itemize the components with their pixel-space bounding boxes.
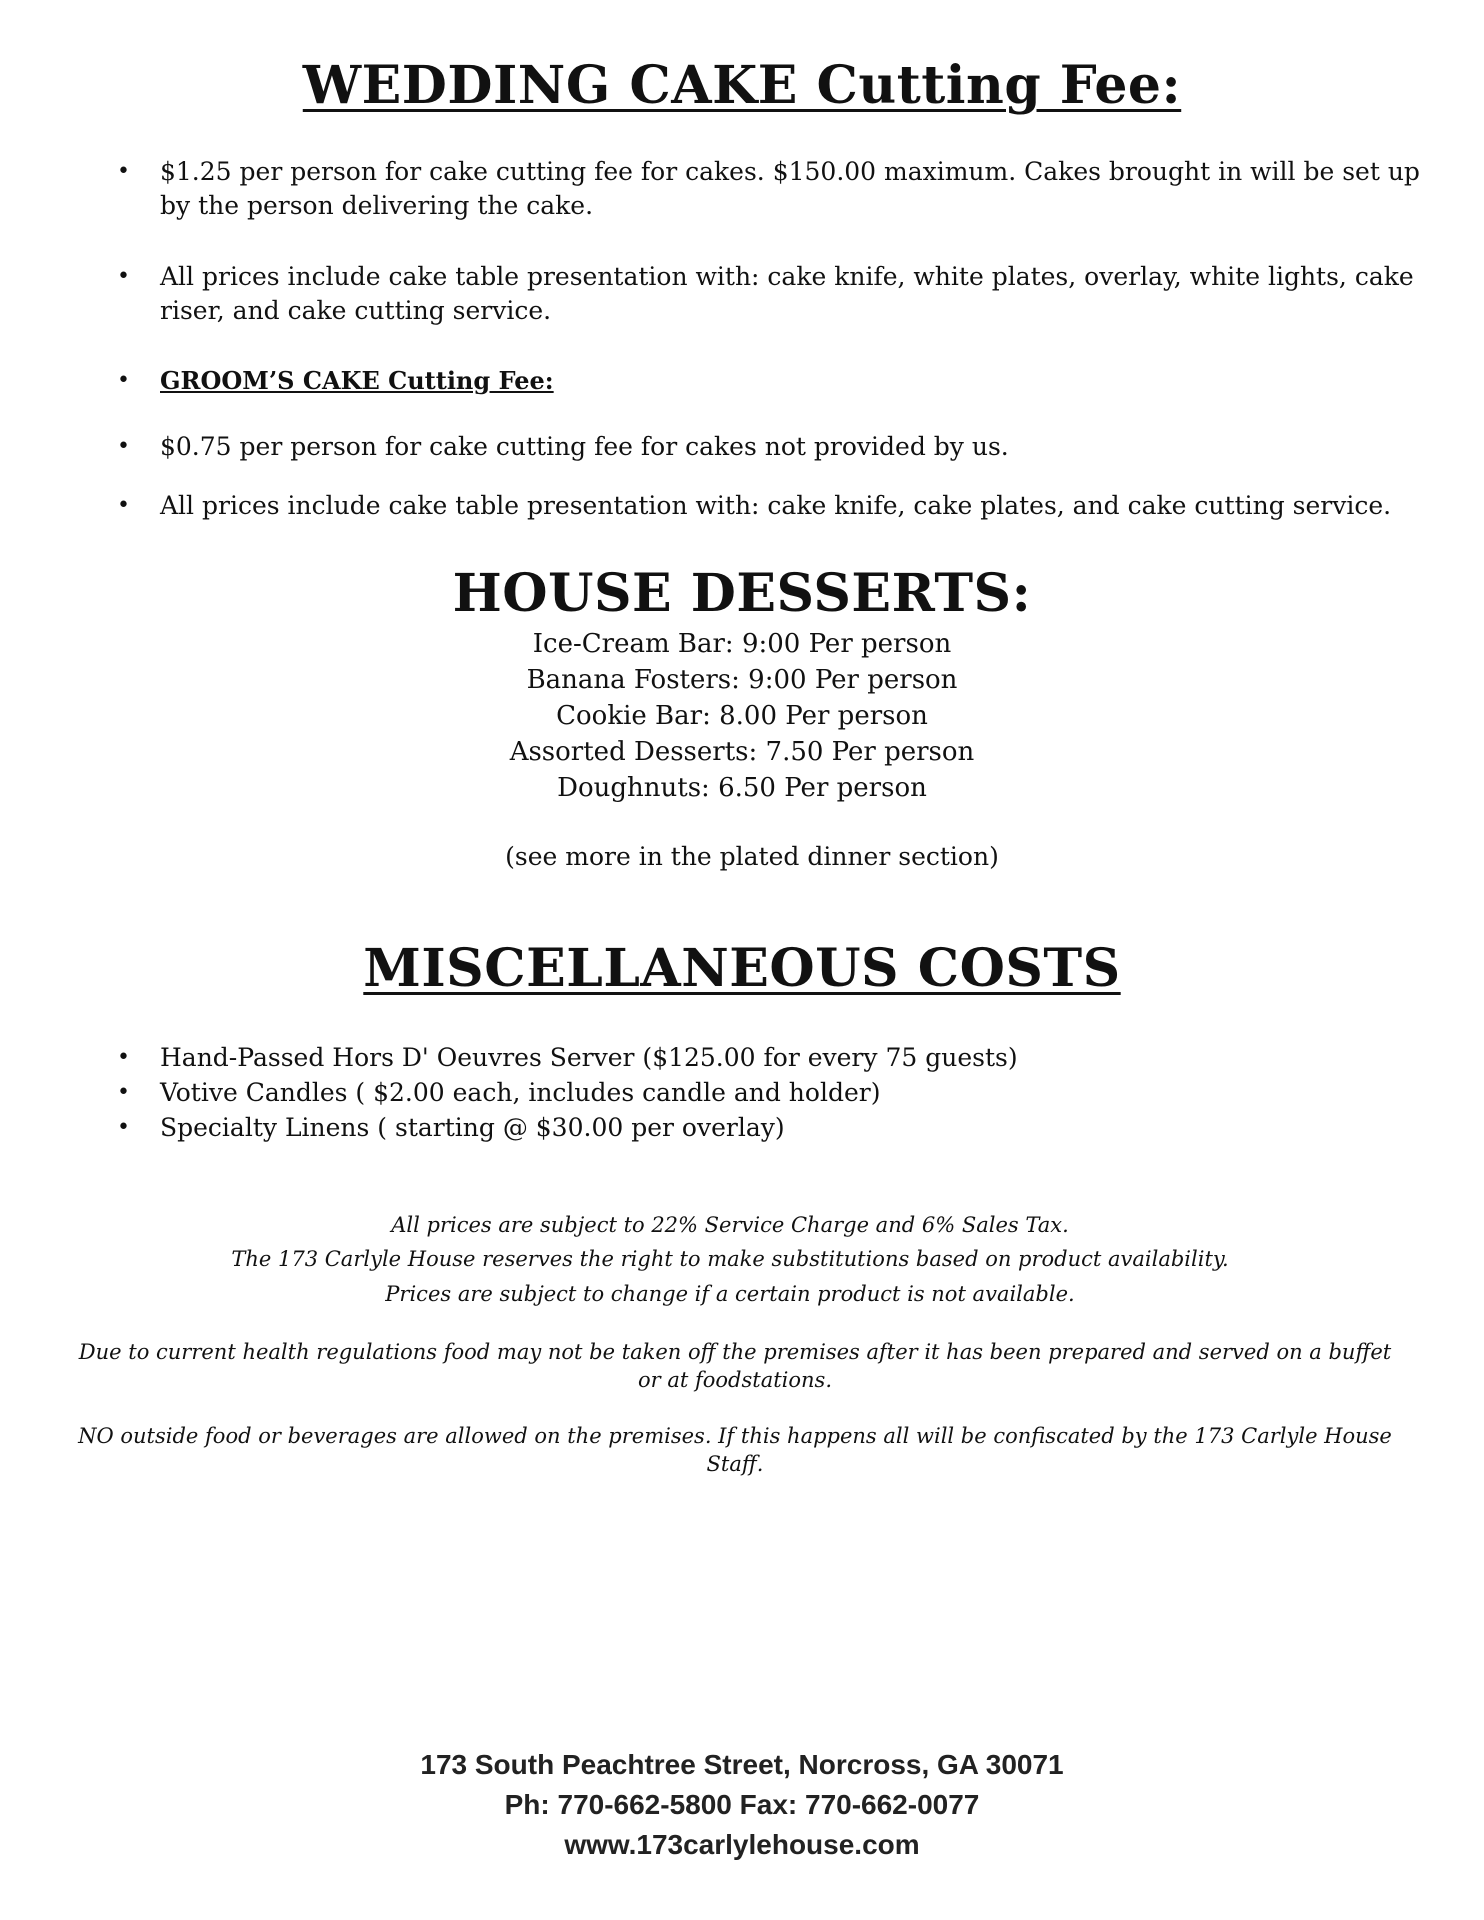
list-item: • Specialty Linens ( starting @ $30.00 per overlay) — [0, 1110, 1430, 1145]
bullet-icon: • — [117, 1080, 130, 1105]
list-item: • All prices include cake table presentation with: cake knife, cake plates, and cake cutting service. — [0, 489, 1430, 523]
footer-website: www.173carlylehouse.com — [564, 1829, 920, 1860]
bullet-icon: • — [117, 1115, 130, 1140]
misc-title: MISCELLANEOUS COSTS — [363, 938, 1121, 999]
list-item: • $0.75 per person for cake cutting fee for cakes not provided by us. — [0, 430, 1430, 464]
health-regulations-note: Due to current health regulations food may not be taken off the premises after it has been prepared and served on a buffet or at foodstations. — [78, 1340, 1392, 1392]
list-item: • Hand-Passed Hors D' Oeuvres Server ($125.00 for every 75 guests) — [0, 1040, 1430, 1075]
substitutions-note: The 173 Carlyle House reserves the right to make substitutions based on product availability. — [231, 1247, 1229, 1271]
page-title: WEDDING CAKE Cutting Fee: — [302, 55, 1182, 116]
desserts-note: (see more in the plated dinner section) — [505, 842, 999, 871]
list-item: Assorted Desserts: 7.50 Per person — [509, 737, 975, 767]
list-item: Banana Fosters: 9:00 Per person — [526, 665, 958, 695]
bullet-icon: • — [117, 434, 130, 459]
list-item: Doughnuts: 6.50 Per person — [557, 773, 927, 803]
bullet-icon: • — [117, 264, 130, 289]
cake-fee-list — [0, 155, 1430, 223]
list-item: • $1.25 per person for cake cutting fee for cakes. $150.00 maximum. Cakes brought in will be set up by the person delivering the cake. — [117, 157, 1420, 220]
outside-food-note: NO outside food or beverages are allowed on the premises. If this happens all will be confiscated by the 173 Carlyle House Staff. — [78, 1424, 1392, 1476]
cake-presentation-list — [0, 260, 1430, 328]
list-item: Ice-Cream Bar: 9:00 Per person — [532, 629, 952, 659]
footer — [0, 1745, 1484, 1865]
desserts-list — [0, 626, 1484, 806]
list-item: Cookie Bar: 8.00 Per person — [556, 701, 928, 731]
list-item: • All prices include cake table presentation with: cake knife, white plates, overlay, white lights, cake riser, and cake cutting service. — [117, 262, 1414, 325]
bullet-icon: • — [117, 1045, 130, 1070]
desserts-title: HOUSE DESSERTS: — [452, 563, 1032, 624]
bullet-icon: • — [117, 159, 130, 184]
groom-fee-list — [0, 430, 1430, 464]
bullet-icon: • — [117, 493, 130, 518]
bullet-icon: • — [117, 368, 130, 393]
groom-cake-heading: GROOM’S CAKE Cutting Fee: — [160, 366, 554, 395]
service-charge-note: All prices are subject to 22% Service Charge and 6% Sales Tax. — [391, 1213, 1069, 1237]
price-change-note: Prices are subject to change if a certain product is not available. — [385, 1282, 1075, 1306]
footer-phone: Ph: 770-662-5800 Fax: 770-662-0077 — [504, 1789, 980, 1820]
footer-address: 173 South Peachtree Street, Norcross, GA 30071 — [420, 1749, 1064, 1780]
groom-heading-list — [0, 364, 1430, 398]
groom-presentation-list — [0, 489, 1430, 523]
list-item — [0, 364, 1430, 398]
list-item: • Votive Candles ( $2.00 each, includes candle and holder) — [0, 1075, 1430, 1110]
misc-list — [0, 1040, 1430, 1145]
